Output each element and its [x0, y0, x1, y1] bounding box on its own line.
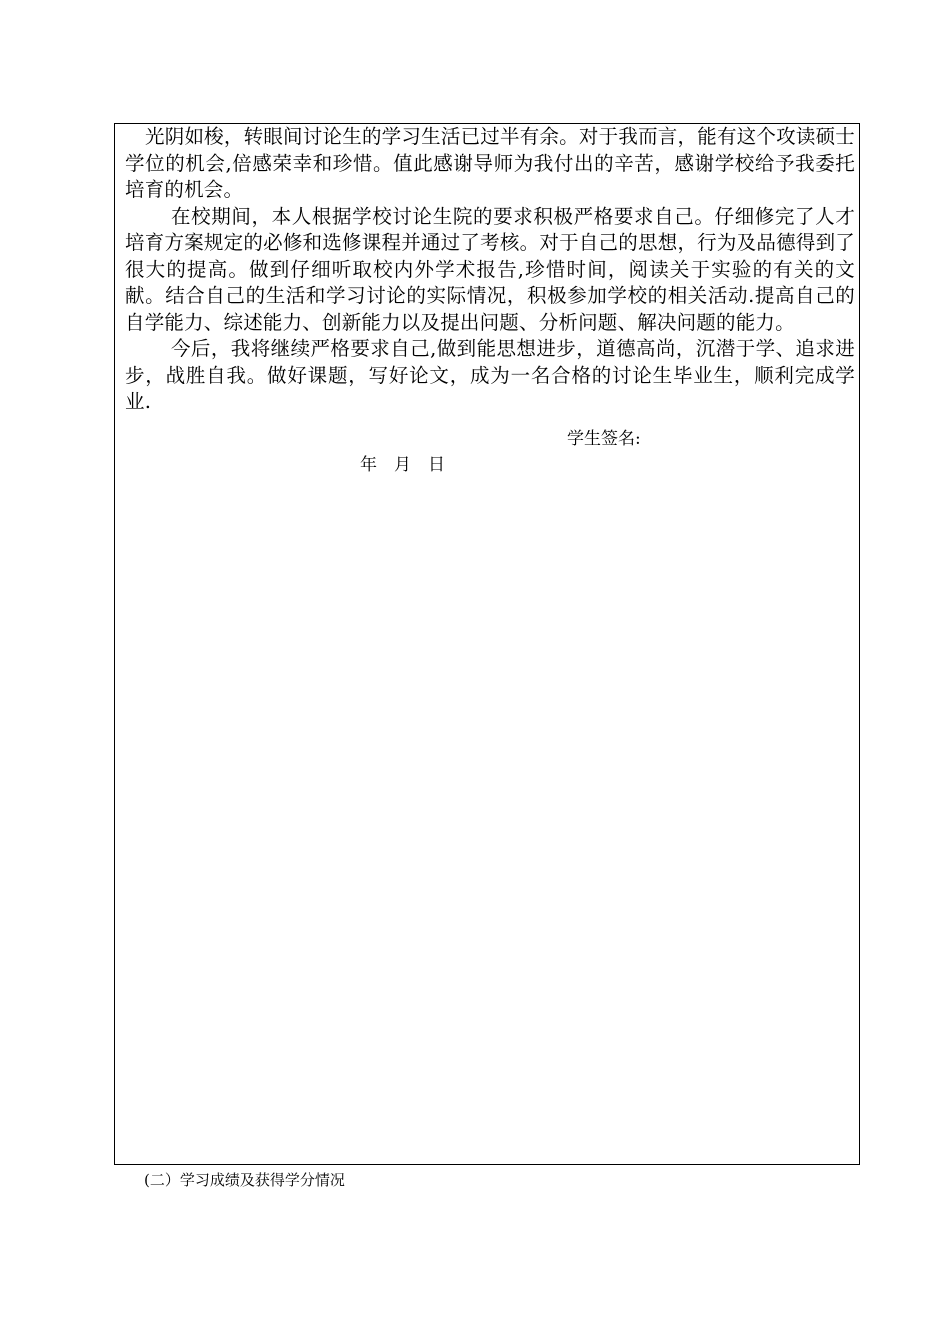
section-heading-grades: (二）学习成绩及获得学分情况	[144, 1171, 345, 1189]
signature-date-label: 年 月 日	[360, 455, 445, 475]
summary-paragraph-2: 在校期间，本人根据学校讨论生院的要求积极严格要求自己。仔细修完了人才培育方案规定的必修和选修课程并通过了考核。对于自己的思想，行为及品德得到了很大的提高。做到仔细听取校内外学术报告,珍惜时间，阅读关于实验的有关的文献。结合自己的生活和学习讨论的实际情况，积极参加学校的相关活动.提高自己的自学能力、综述能力、创新能力以及提出问题、分析问题、解决问题的能力。	[125, 204, 855, 334]
student-signature-label: 学生签名:	[567, 429, 641, 449]
summary-paragraph-3: 今后，我将继续严格要求自己,做到能思想进步，道德高尚，沉潜于学、追求进步，战胜自我。做好课题，写好论文，成为一名合格的讨论生毕业生，顺利完成学业.	[125, 337, 855, 413]
summary-text	[125, 124, 855, 416]
summary-paragraph-1: 光阴如梭，转眼间讨论生的学习生活已过半有余。对于我而言，能有这个攻读硕士学位的机会,倍感荣幸和珍惜。值此感谢导师为我付出的辛苦，感谢学校给予我委托培育的机会。	[125, 125, 855, 201]
self-summary-box	[114, 123, 860, 1165]
